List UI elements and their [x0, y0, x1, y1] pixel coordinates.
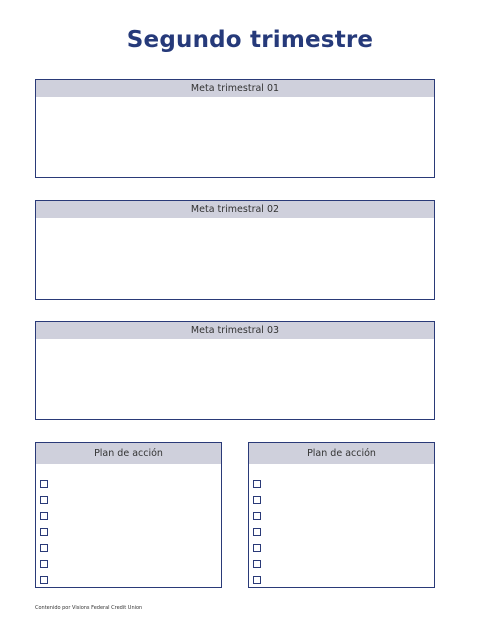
checklist-item: [253, 491, 261, 507]
checklist-item: [253, 571, 261, 587]
checklist-item: [253, 507, 261, 523]
page-title: Segundo trimestre: [126, 27, 374, 53]
checkbox[interactable]: [253, 496, 261, 504]
action-plan-header-1: Plan de acción: [36, 443, 221, 464]
checkbox[interactable]: [40, 512, 48, 520]
checklist-item: [253, 523, 261, 539]
checklist-item: [40, 507, 48, 523]
checkbox[interactable]: [40, 528, 48, 536]
checkbox[interactable]: [40, 496, 48, 504]
action-plan-box-2: [248, 442, 435, 588]
action-plan-header-2: Plan de acción: [249, 443, 434, 464]
action-checklist-1: [40, 475, 48, 587]
checkbox[interactable]: [40, 544, 48, 552]
checklist-item: [253, 475, 261, 491]
goal-box-1[interactable]: [35, 79, 435, 178]
checklist-item: [40, 539, 48, 555]
checkbox[interactable]: [253, 576, 261, 584]
goal-box-3[interactable]: [35, 321, 435, 420]
checkbox[interactable]: [253, 480, 261, 488]
checklist-item: [40, 491, 48, 507]
action-plan-box-1: [35, 442, 222, 588]
checklist-item: [253, 555, 261, 571]
checklist-item: [40, 571, 48, 587]
checkbox[interactable]: [40, 480, 48, 488]
checklist-item: [40, 475, 48, 491]
checkbox[interactable]: [253, 560, 261, 568]
checklist-item: [40, 523, 48, 539]
checkbox[interactable]: [40, 576, 48, 584]
checkbox[interactable]: [253, 512, 261, 520]
checklist-item: [40, 555, 48, 571]
checklist-item: [253, 539, 261, 555]
checkbox[interactable]: [253, 544, 261, 552]
goal-header-2: Meta trimestral 02: [36, 201, 434, 218]
footer-credit: Contenido por Visions Federal Credit Union: [35, 605, 143, 611]
checkbox[interactable]: [40, 560, 48, 568]
checkbox[interactable]: [253, 528, 261, 536]
goal-box-2[interactable]: [35, 200, 435, 300]
action-checklist-2: [253, 475, 261, 587]
goal-header-3: Meta trimestral 03: [36, 322, 434, 339]
goal-header-1: Meta trimestral 01: [36, 80, 434, 97]
